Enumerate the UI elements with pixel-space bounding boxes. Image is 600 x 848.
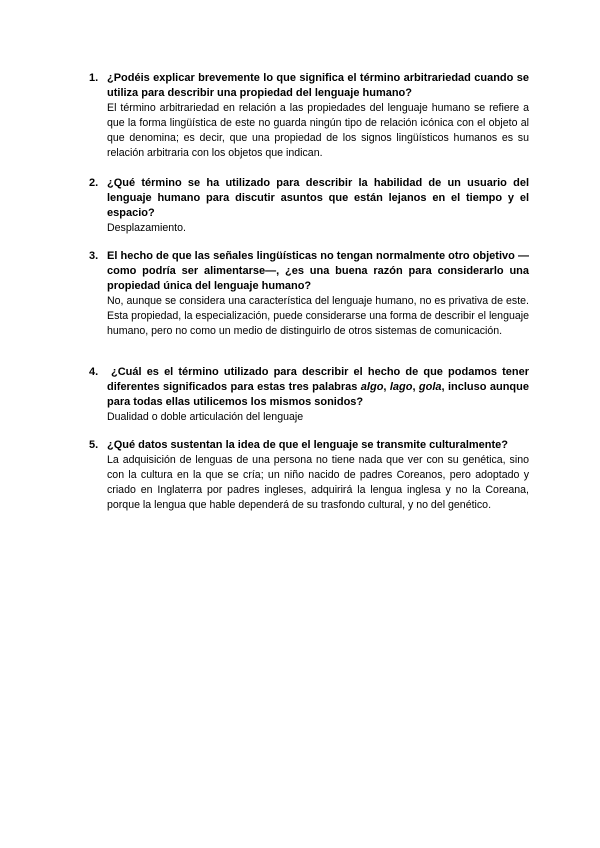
separator: , (383, 381, 390, 393)
question-text: ¿Qué datos sustentan la idea de que el lenguaje se transmite culturalmente? (107, 439, 508, 451)
question-text (107, 365, 529, 410)
item-number: 1. (89, 72, 99, 84)
item-number: 4. (89, 366, 99, 378)
answer-text: Desplazamiento. (107, 222, 186, 234)
answer-text: La adquisición de lenguas de una persona no tiene nada que ver con su genética, sino con la cultura en la que se cría; un niño nacido de padres Coreanos, pero adoptado y criado en Inglaterra por padres ingleses, adquirirá la lengua inglesa y no la Coreana, porque la lengua que hable dependerá de su trasfondo cultural, y no del genético. (107, 454, 529, 511)
qa-item-5 (89, 438, 529, 513)
qa-item-3 (89, 249, 529, 339)
qa-item-2 (89, 176, 529, 236)
separator: , (412, 381, 419, 393)
qa-item-1 (89, 71, 529, 161)
question-text-part-1: ¿Cuál es el término utilizado para describir el hecho de que podamos tener diferentes significados para estas tres palabras (107, 366, 529, 393)
example-word-gola: gola (418, 381, 442, 393)
example-word-lago: lago (389, 381, 413, 393)
example-word-algo: algo (360, 381, 384, 393)
qa-item-4 (89, 365, 529, 425)
question-text-part-2: , incluso aunque para todas ellas utilicemos los mismos sonidos? (107, 381, 529, 408)
item-number: 2. (89, 177, 99, 189)
answer-text: Dualidad o doble articulación del lenguaje (107, 411, 304, 423)
question-text: ¿Podéis explicar brevemente lo que significa el término arbitrariedad cuando se utiliza para describir una propiedad del lenguaje humano? (107, 72, 529, 99)
item-number: 5. (89, 439, 99, 451)
item-number: 3. (89, 250, 99, 262)
answer-text: El término arbitrariedad en relación a las propiedades del lenguaje humano se refiere a que la forma lingüística de este no guarda ningún tipo de relación icónica con el objeto al que denomina; es decir, que una propiedad de los signos lingüísticos humanos es su relación arbitraria con los objetos que indican. (107, 102, 529, 159)
answer-text: No, aunque se considera una característica del lenguaje humano, no es privativa de este. Esta propiedad, la especialización, puede considerarse una forma de describir el lenguaje humano, pero no como un medio de distinguirlo de otros sistemas de comunicación. (107, 295, 529, 337)
question-text: ¿Qué término se ha utilizado para describir la habilidad de un usuario del lenguaje humano para discutir asuntos que están lejanos en el tiempo y el espacio? (107, 177, 529, 219)
question-text: El hecho de que las señales lingüísticas no tengan normalmente otro objetivo —como podría ser alimentarse—, ¿es una buena razón para considerarlo una propiedad única del lenguaje humano? (107, 250, 529, 292)
